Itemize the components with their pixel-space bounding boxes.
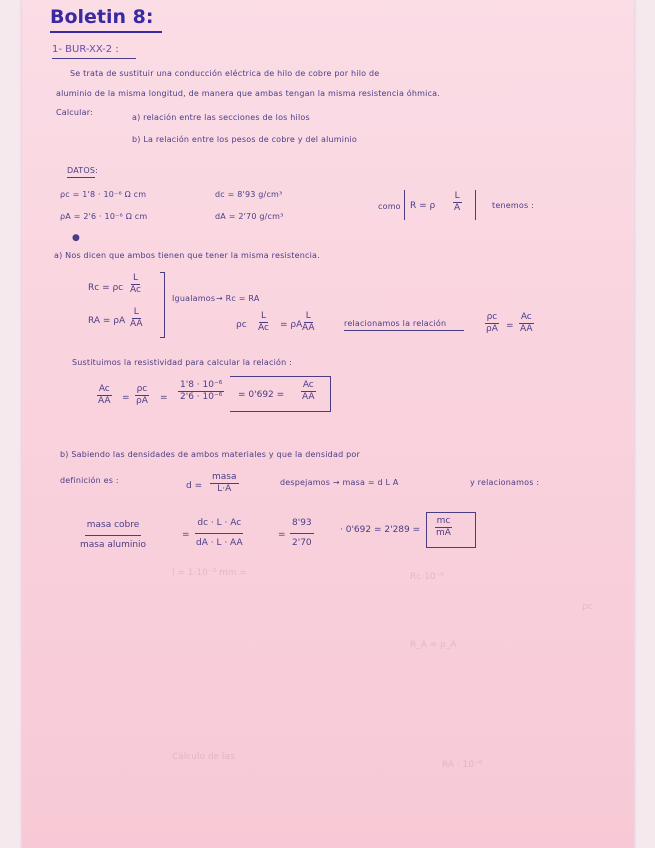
bleed-through-1: l = 1·10⁻³ mm = xyxy=(172,568,247,578)
density-values xyxy=(290,518,314,549)
result-box-a xyxy=(230,376,331,412)
relacionamos-text: relacionamos la relación xyxy=(344,319,447,328)
page-title: Boletin 8: xyxy=(50,6,154,28)
part-a-intro: a) Nos dicen que ambos tienen que tener la misma resistencia. xyxy=(54,251,320,260)
density-aluminium: dA = 2'70 g/cm³ xyxy=(215,212,284,221)
bleed-through-6: RA · 10⁻⁶ xyxy=(442,760,483,770)
question-b: b) La relación entre los pesos de cobre y del aluminio xyxy=(132,135,357,144)
rho-a-symbol: = ρA xyxy=(280,320,303,330)
formula-lhs: R = ρ xyxy=(410,201,436,211)
result-box-b xyxy=(426,512,476,548)
density-area-numerator: dc · L · Ac xyxy=(195,518,243,534)
formula-fraction xyxy=(452,191,462,214)
result-area-ratio xyxy=(96,384,113,407)
eq-fraction-left xyxy=(256,311,271,334)
statement-line-3: Calcular: xyxy=(56,108,93,117)
bleed-through-4: R_A = ρ_A xyxy=(410,640,457,650)
result-rho-numerator: ρc xyxy=(136,384,148,394)
mass-copper-label: masa cobre xyxy=(85,520,142,536)
part-b-definition: definición es : xyxy=(60,476,119,485)
data-heading-underline xyxy=(67,177,95,178)
equals-sign-2: = xyxy=(122,393,130,403)
resistivity-copper: ρc = 1'8 · 10⁻⁶ Ω cm xyxy=(60,190,147,199)
resistivity-aluminium: ρA = 2'6 · 10⁻⁶ Ω cm xyxy=(60,212,148,221)
como-text: como xyxy=(378,202,401,211)
eq-left-numerator: L xyxy=(260,311,266,321)
final-area-numerator: Ac xyxy=(302,380,314,390)
mass-aluminium-label: masa aluminio xyxy=(80,540,147,550)
igualamos-text: Igualamos xyxy=(172,294,216,303)
rc-denominator: Ac xyxy=(130,285,141,295)
equals-sign-5: = xyxy=(278,530,286,540)
density-copper: dc = 8'93 g/cm³ xyxy=(215,190,283,199)
density-denominator: L·A xyxy=(217,484,232,494)
mass-ratio-result: · 0'692 = 2'289 = xyxy=(340,525,421,535)
statement-line-1: Se trata de sustituir una conducción eléctrica de hilo de cobre por hilo de xyxy=(70,69,380,78)
area-ratio-numerator: Ac xyxy=(520,312,532,322)
question-a: a) relación entre las secciones de los hilos xyxy=(132,113,310,122)
relacionamos-underline xyxy=(344,330,464,331)
mass-symbol-denominator: mA xyxy=(436,528,451,538)
numeric-numerator: 1'8 · 10⁻⁶ xyxy=(180,380,223,390)
numeric-denominator: 2'6 · 10⁻⁶ xyxy=(180,392,223,402)
density-label: d = xyxy=(186,481,203,491)
equals-sign-1: = xyxy=(506,321,514,331)
equals-sign-3: = xyxy=(160,393,168,403)
relacionamos-b-text: y relacionamos : xyxy=(470,478,540,487)
density-fraction xyxy=(210,472,239,495)
ra-label: RA = ρA xyxy=(88,316,126,326)
result-area-numerator: Ac xyxy=(98,384,110,394)
rho-c-symbol: ρc xyxy=(236,320,247,330)
area-ratio-denominator: AA xyxy=(520,324,533,334)
bullet-mark: ● xyxy=(72,233,80,243)
numeric-ratio xyxy=(178,380,224,403)
density-area-denominator: dA · L · AA xyxy=(196,538,243,548)
tenemos-text: tenemos : xyxy=(492,201,534,210)
despejamos-text: despejamos → masa = d L A xyxy=(280,478,399,487)
mass-symbol-numerator: mc xyxy=(436,516,451,526)
formula-denominator: A xyxy=(454,203,461,213)
bleed-through-3: ρc xyxy=(582,602,593,612)
area-ratio xyxy=(518,312,535,335)
ra-numerator: L xyxy=(133,307,139,317)
density-values-denominator: 2'70 xyxy=(292,538,312,548)
ra-denominator: AA xyxy=(130,319,143,329)
rc-label: Rc = ρc xyxy=(88,283,124,293)
final-area-denominator: AA xyxy=(302,392,315,402)
rho-ratio xyxy=(484,312,500,335)
substitute-text: Sustituimos la resistividad para calcular la relación : xyxy=(72,358,292,367)
eq-fraction-right xyxy=(300,311,317,334)
exercise-code-underline xyxy=(52,58,136,59)
part-b-intro: b) Sabiendo las densidades de ambos materiales y que la densidad por xyxy=(60,450,360,459)
result-rho-ratio xyxy=(134,384,150,407)
density-values-numerator: 8'93 xyxy=(290,518,314,534)
eq-right-numerator: L xyxy=(305,311,311,321)
mass-ratio-words xyxy=(78,520,148,551)
eq-right-denominator: AA xyxy=(302,323,315,333)
ra-fraction xyxy=(128,307,145,330)
rc-numerator: L xyxy=(132,273,138,283)
data-heading: DATOS: xyxy=(67,166,99,175)
notebook-page xyxy=(22,0,634,848)
ratio-result: = 0'692 = xyxy=(238,390,285,400)
arrow-equal: → Rc = RA xyxy=(216,294,260,303)
formula-numerator: L xyxy=(454,191,460,201)
bleed-through-2: Rc·10⁻⁶ xyxy=(410,572,444,582)
eq-left-denominator: Ac xyxy=(258,323,269,333)
density-area-ratio xyxy=(194,518,245,549)
rho-ratio-denominator: ρA xyxy=(486,324,498,334)
statement-line-2: aluminio de la misma longitud, de manera que ambas tengan la misma resistencia óhmica. xyxy=(56,89,441,98)
exercise-code: 1- BUR-XX-2 : xyxy=(52,44,119,55)
bleed-through-5: Cálculo de las xyxy=(172,752,235,762)
title-underline xyxy=(50,31,162,33)
result-rho-denominator: ρA xyxy=(136,396,148,406)
equals-sign-4: = xyxy=(182,530,190,540)
density-numerator: masa xyxy=(212,472,237,482)
result-area-denominator: AA xyxy=(98,396,111,406)
rc-fraction xyxy=(128,273,143,296)
brace xyxy=(160,272,165,338)
rho-ratio-numerator: ρc xyxy=(486,312,498,322)
